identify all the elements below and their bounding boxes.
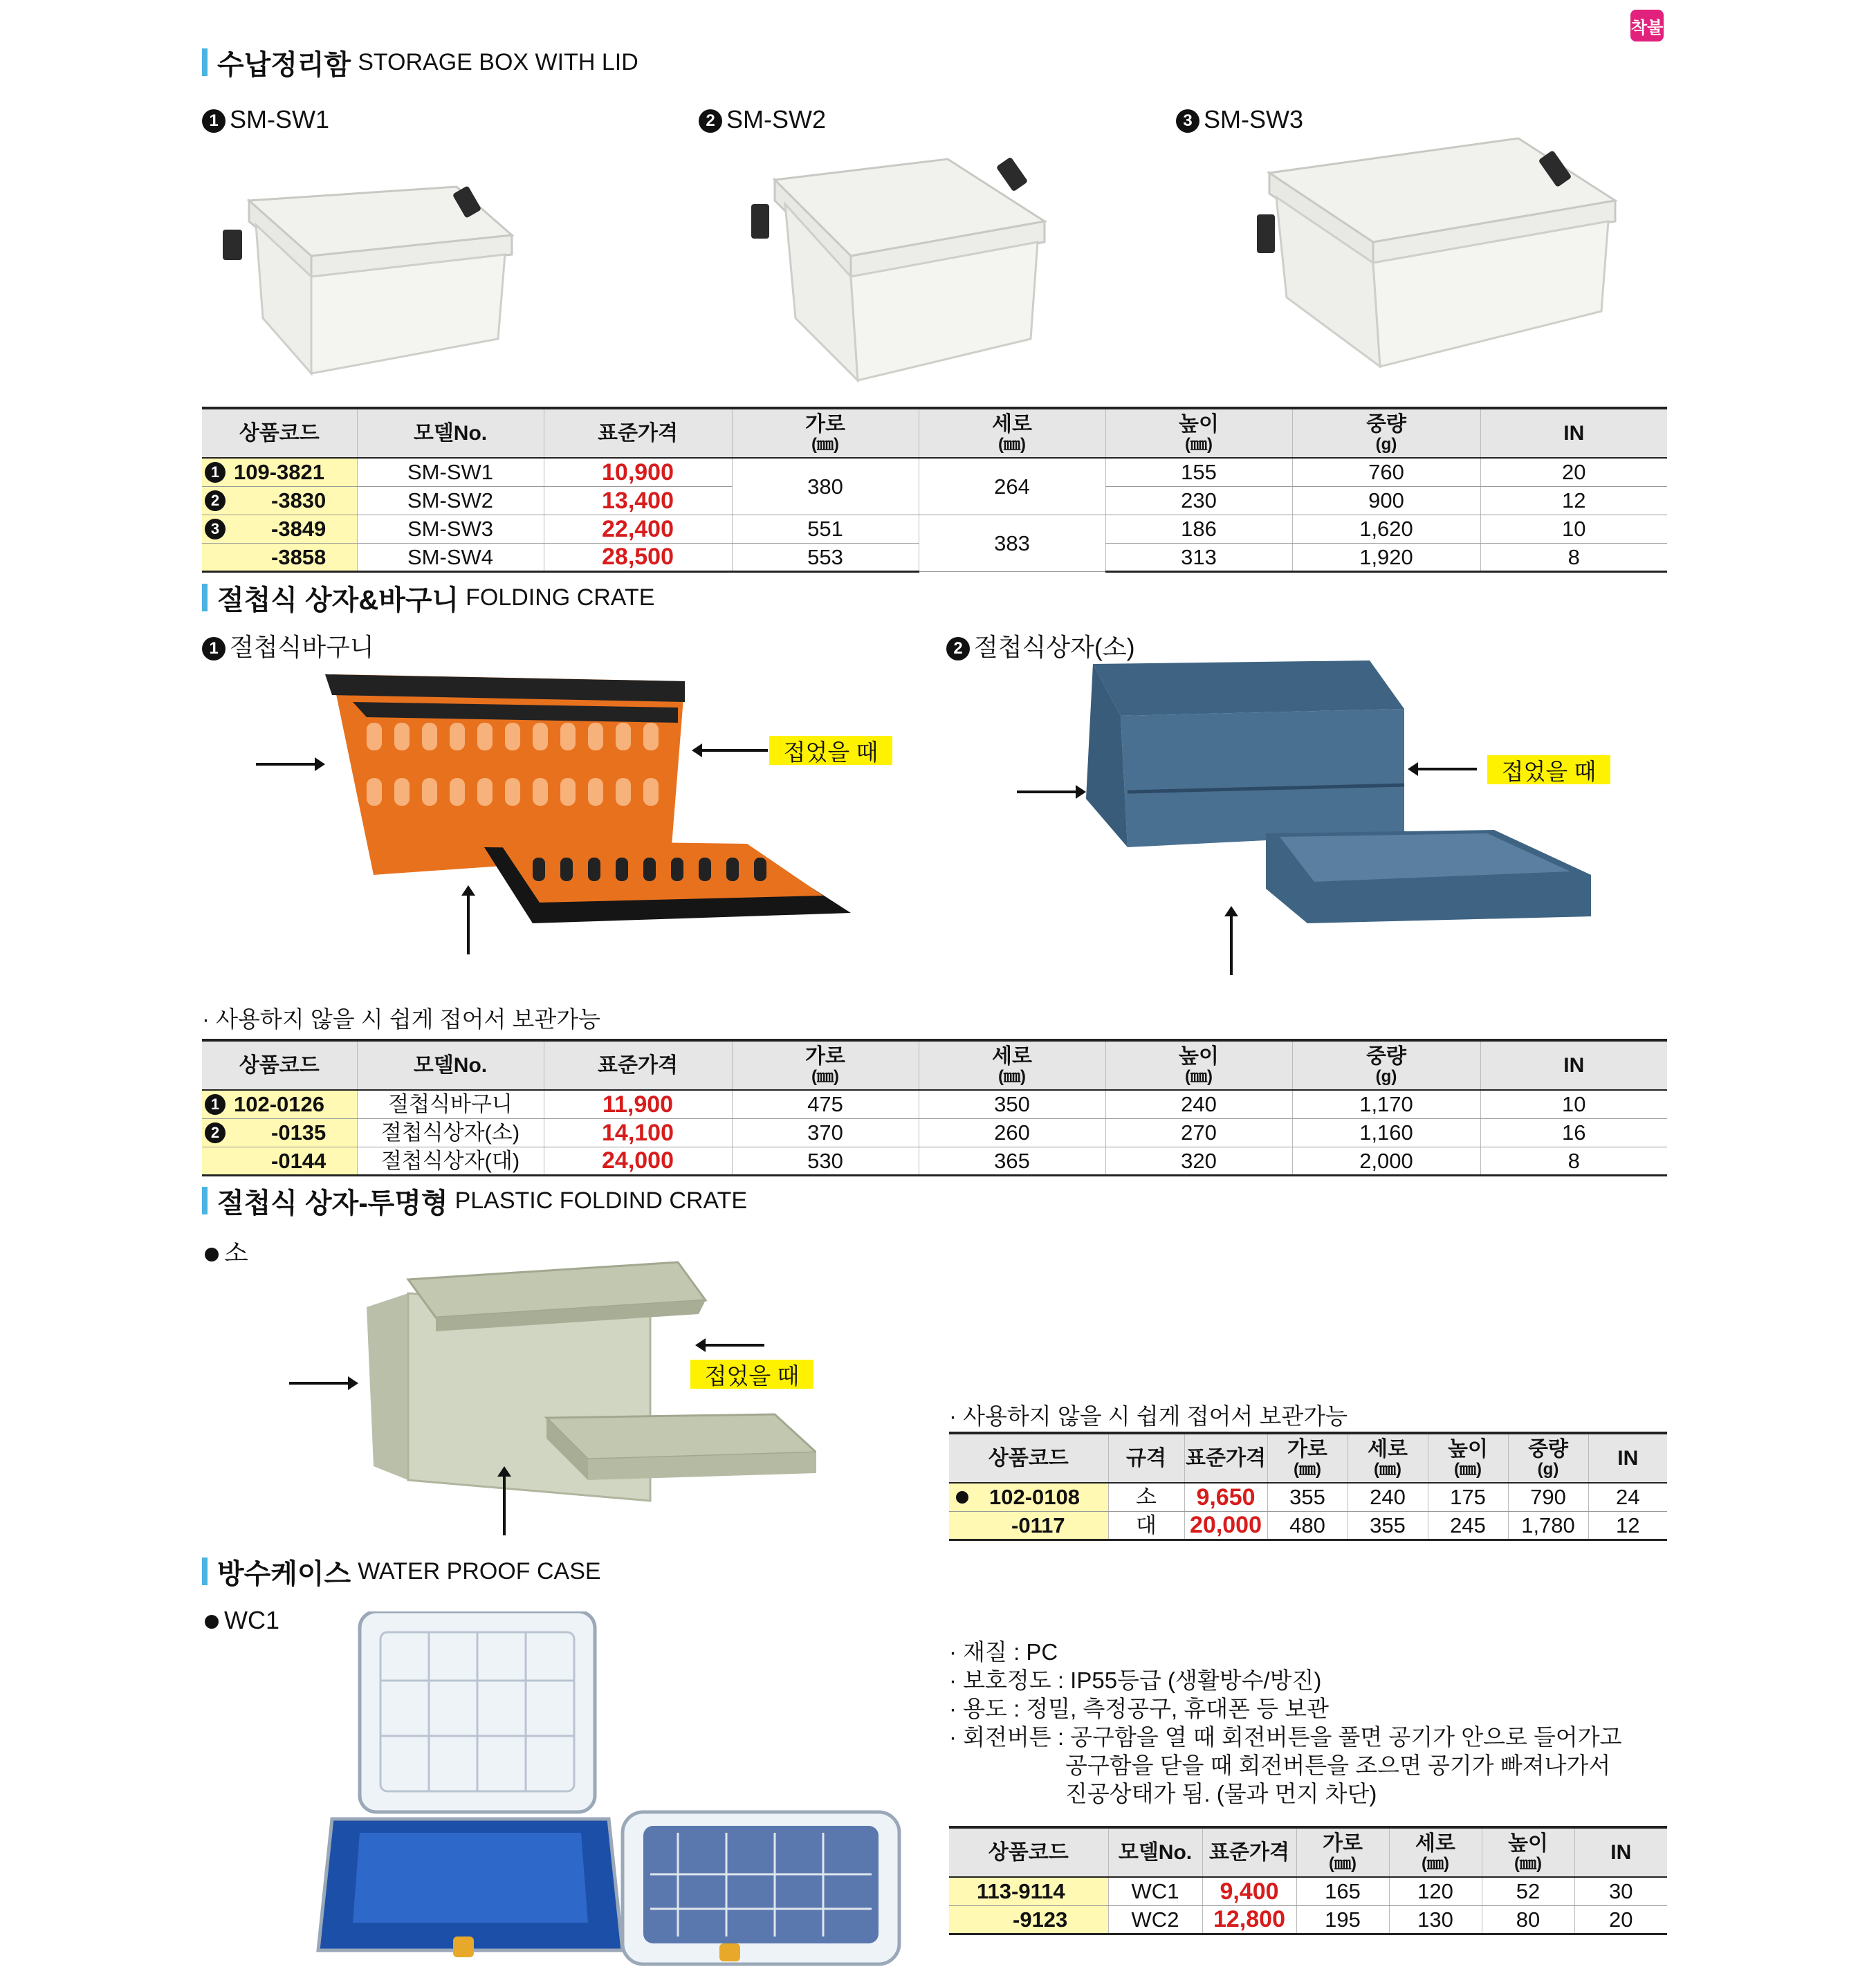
model-cell: 절첩식상자(대) [357,1147,544,1175]
waterproof-case-spec-table [949,1826,1667,1935]
storage-box-image-1 [208,173,519,380]
product-label-text: SM-SW1 [230,105,329,133]
header-spec: 규격 [1108,1433,1184,1483]
code-cell [949,1511,1108,1540]
table-row [949,1511,1667,1540]
note-line: 공구함을 닫을 때 회전버튼을 조으면 공기가 빠져나가서 [1065,1753,1611,1778]
width-cell: 530 [732,1147,919,1175]
price-cell: 9,650 [1184,1483,1267,1511]
weight-cell: 2,000 [1292,1147,1480,1175]
in-cell: 12 [1480,486,1667,515]
header-width: 가로 (㎜) [1267,1433,1348,1483]
table-row [202,1118,1667,1147]
bullet-icon [205,1248,219,1261]
header-in: IN [1480,408,1667,458]
height-cell: 245 [1428,1511,1508,1540]
number-badge: 2 [205,490,226,511]
note-line: · 보호정도 : IP55등급 (생활방수/방진) [949,1667,1322,1693]
header-height: 높이 (㎜) [1105,1040,1292,1090]
arrow-left-icon [695,1335,764,1356]
code-cell [202,1118,357,1147]
model-cell: WC2 [1108,1905,1202,1934]
product-label-text: SM-SW3 [1204,105,1303,133]
bullet-icon [205,1615,219,1629]
weight-cell: 790 [1508,1483,1588,1511]
code-cell [202,543,357,571]
product-label-text: 절첩식바구니 [230,633,374,661]
table-row [202,458,1667,486]
table-row [949,1905,1667,1934]
height-cell: 80 [1482,1905,1574,1934]
table-header-row [949,1827,1667,1877]
arrow-right-icon [256,754,325,775]
title-ko: 수납정리함 [217,49,351,80]
weight-cell: 1,170 [1292,1090,1480,1118]
number-badge: 2 [699,109,722,133]
in-cell: 12 [1588,1511,1667,1540]
model-cell: SM-SW4 [357,543,544,571]
header-depth: 세로 (㎜) [919,1040,1105,1090]
price-cell: 9,400 [1202,1877,1296,1905]
table-header-row [949,1433,1667,1483]
height-cell: 186 [1105,515,1292,543]
code-cell [202,458,357,486]
code-text: -3849 [271,517,327,541]
height-cell: 320 [1105,1147,1292,1175]
code-cell [949,1877,1108,1905]
code-text: 102-0108 [989,1485,1080,1510]
title-accent-bar [202,584,208,611]
title-ko: 방수케이스 [217,1558,351,1589]
depth-cell: 383 [919,515,1105,571]
folded-label-1: 접었을 때 [769,736,892,765]
folding-box-image [1079,660,1605,937]
code-cell [949,1483,1108,1511]
price-cell: 14,100 [544,1118,732,1147]
price-cell: 13,400 [544,486,732,515]
price-cell: 10,900 [544,458,732,486]
in-cell: 10 [1480,515,1667,543]
product-label-text: 소 [224,1239,248,1267]
arrow-right-icon [1017,782,1086,802]
note-line: · 용도 : 정밀, 측정공구, 휴대폰 등 보관 [949,1696,1329,1721]
arrow-up-icon [494,1466,515,1535]
height-cell: 240 [1105,1090,1292,1118]
in-cell: 10 [1480,1090,1667,1118]
folded-label-2: 접었을 때 [1487,755,1610,784]
model-cell: 절첩식상자(소) [357,1118,544,1147]
number-badge: 3 [1176,109,1199,133]
section-storage-box-title [202,47,638,80]
section-plastic-crate-title [202,1185,748,1219]
number-badge: 2 [946,637,970,660]
section-waterproof-case-title [202,1556,601,1587]
model-cell: SM-SW3 [357,515,544,543]
header-in: IN [1574,1827,1667,1877]
header-price: 표준가격 [1202,1827,1296,1877]
title-accent-bar [202,1187,208,1214]
height-cell: 155 [1105,458,1292,486]
title-accent-bar [202,48,208,76]
title-accent-bar [202,1558,208,1585]
header-price: 표준가격 [544,408,732,458]
waterproof-notes [949,1638,1622,1808]
header-depth: 세로 (㎜) [919,408,1105,458]
code-cell [202,515,357,543]
header-width: 가로 (㎜) [732,408,919,458]
section-folding-crate-title [202,582,655,616]
title-en: FOLDING CRATE [466,584,655,611]
depth-cell: 350 [919,1090,1105,1118]
price-cell: 11,900 [544,1090,732,1118]
weight-cell: 760 [1292,458,1480,486]
weight-cell: 1,620 [1292,515,1480,543]
number-badge: 2 [205,1122,226,1143]
price-cell: 12,800 [1202,1905,1296,1934]
header-code: 상품코드 [202,408,357,458]
usage-note: · 사용하지 않을 시 쉽게 접어서 보관가능 [949,1403,1348,1429]
storage-box-image-3 [1256,124,1629,373]
price-cell: 22,400 [544,515,732,543]
product-label-wc1 [205,1606,279,1635]
depth-cell: 355 [1348,1511,1428,1540]
code-text: -3858 [271,544,327,569]
width-cell: 370 [732,1118,919,1147]
depth-cell: 240 [1348,1483,1428,1511]
table-row [202,1147,1667,1175]
product-label-1 [202,628,374,663]
in-cell: 20 [1480,458,1667,486]
width-cell: 380 [732,458,919,515]
code-text: -0135 [271,1120,327,1145]
product-label-text: 절첩식상자(소) [974,633,1135,661]
product-label-2 [946,628,1135,663]
weight-cell: 1,920 [1292,543,1480,571]
header-depth: 세로 (㎜) [1348,1433,1428,1483]
weight-cell: 1,160 [1292,1118,1480,1147]
header-height: 높이 (㎜) [1428,1433,1508,1483]
code-cell [202,1147,357,1175]
depth-cell: 120 [1389,1877,1482,1905]
title-ko: 절첩식 상자&바구니 [217,584,459,616]
in-cell: 8 [1480,543,1667,571]
header-in: IN [1480,1040,1667,1090]
title-en: STORAGE BOX WITH LID [358,48,638,75]
height-cell: 52 [1482,1877,1574,1905]
model-cell: SM-SW2 [357,486,544,515]
bullet-icon [956,1491,968,1504]
model-cell: WC1 [1108,1877,1202,1905]
code-text: 109-3821 [234,460,325,485]
depth-cell: 260 [919,1118,1105,1147]
code-cell [202,1090,357,1118]
header-weight: 중량 (g) [1508,1433,1588,1483]
depth-cell: 264 [919,458,1105,515]
header-price: 표준가격 [544,1040,732,1090]
arrow-up-icon [458,885,479,954]
table-row [949,1877,1667,1905]
height-cell: 230 [1105,486,1292,515]
number-badge: 1 [205,1094,226,1115]
note-line: · 재질 : PC [949,1639,1058,1665]
header-depth: 세로 (㎜) [1389,1827,1482,1877]
code-text: -3830 [271,488,327,512]
table-row [202,1090,1667,1118]
header-model: 모델No. [1108,1827,1202,1877]
model-cell: 절첩식바구니 [357,1090,544,1118]
code-text: -9123 [1013,1907,1068,1932]
note-line: · 회전버튼 : 공구함을 열 때 회전버튼을 풀면 공기가 안으로 들어가고 [949,1724,1622,1750]
code-text: -0144 [271,1148,327,1173]
number-badge: 1 [202,637,226,660]
header-height: 높이 (㎜) [1105,408,1292,458]
header-code: 상품코드 [202,1040,357,1090]
folding-crate-spec-table [202,1039,1667,1176]
width-cell: 355 [1267,1483,1348,1511]
table-header-row [202,1040,1667,1090]
depth-cell: 365 [919,1147,1105,1175]
storage-box-spec-table [202,407,1667,573]
weight-cell: 900 [1292,486,1480,515]
waterproof-case-image [291,1611,913,1971]
height-cell: 175 [1428,1483,1508,1511]
product-label-text: WC1 [224,1606,279,1634]
width-cell: 165 [1296,1877,1389,1905]
shipping-tag: 착불 [1630,10,1664,41]
header-code: 상품코드 [949,1433,1108,1483]
spec-cell: 대 [1108,1511,1184,1540]
price-cell: 20,000 [1184,1511,1267,1540]
in-cell: 30 [1574,1877,1667,1905]
in-cell: 24 [1588,1483,1667,1511]
height-cell: 313 [1105,543,1292,571]
number-badge: 1 [202,109,226,133]
arrow-left-icon [692,740,768,761]
depth-cell: 130 [1389,1905,1482,1934]
height-cell: 270 [1105,1118,1292,1147]
code-cell [949,1905,1108,1934]
product-label-text: SM-SW2 [726,105,826,133]
arrow-up-icon [1221,906,1242,975]
header-weight: 중량 (g) [1292,1040,1480,1090]
spec-cell: 소 [1108,1483,1184,1511]
title-en: PLASTIC FOLDIND CRATE [454,1187,748,1214]
in-cell: 16 [1480,1118,1667,1147]
title-en: WATER PROOF CASE [358,1558,601,1584]
table-row [949,1483,1667,1511]
header-model: 모델No. [357,1040,544,1090]
folded-label-3: 접었을 때 [690,1360,813,1389]
width-cell: 195 [1296,1905,1389,1934]
product-label-1 [202,105,329,134]
code-cell [202,486,357,515]
product-label-small [205,1234,248,1269]
width-cell: 475 [732,1090,919,1118]
product-label-2 [699,105,826,134]
code-text: -0117 [1011,1513,1065,1537]
code-text: 113-9114 [977,1879,1065,1904]
header-width: 가로 (㎜) [1296,1827,1389,1877]
number-badge: 3 [205,519,226,539]
header-model: 모델No. [357,408,544,458]
plastic-crate-spec-table [949,1432,1667,1541]
header-height: 높이 (㎜) [1482,1827,1574,1877]
number-badge: 1 [205,462,226,483]
model-cell: SM-SW1 [357,458,544,486]
price-cell: 28,500 [544,543,732,571]
usage-note: · 사용하지 않을 시 쉽게 접어서 보관가능 [202,1006,601,1032]
in-cell: 20 [1574,1905,1667,1934]
in-cell: 8 [1480,1147,1667,1175]
header-width: 가로 (㎜) [732,1040,919,1090]
weight-cell: 1,780 [1508,1511,1588,1540]
header-in: IN [1588,1433,1667,1483]
arrow-right-icon [289,1373,358,1394]
code-text: 102-0126 [234,1092,325,1117]
table-header-row [202,408,1667,458]
header-weight: 중량 (g) [1292,408,1480,458]
width-cell: 480 [1267,1511,1348,1540]
header-code: 상품코드 [949,1827,1108,1877]
arrow-left-icon [1408,759,1477,779]
width-cell: 551 [732,515,919,543]
folding-basket-image [325,674,851,937]
table-row [202,515,1667,543]
title-ko: 절첩식 상자-투명형 [217,1187,448,1219]
note-line: 진공상태가 됨. (물과 먼지 차단) [1065,1781,1377,1806]
storage-box-image-2 [747,138,1058,387]
width-cell: 553 [732,543,919,571]
price-cell: 24,000 [544,1147,732,1175]
header-price: 표준가격 [1184,1433,1267,1483]
